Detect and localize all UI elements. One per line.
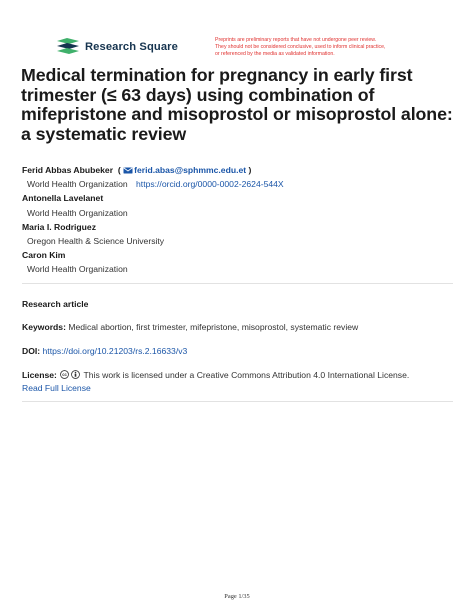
title-line: a systematic review [21,123,187,144]
article-type: Research article [22,299,89,309]
email-open-paren: ( [115,165,121,175]
author-name: Ferid Abbas Abubeker [22,165,114,175]
logo-text: Research Square [85,41,178,53]
title-line: trimester (≤ 63 days) using combination of [21,84,375,105]
disclaimer-line: They should not be considered conclusive, used to inform clinical practice, [215,44,386,51]
title-line: mifepristone and misoprostol or misoprostol alone: [21,104,453,125]
title-line: Medical termination for pregnancy in early first [21,65,413,85]
disclaimer-line: Preprints are preliminary reports that have not undergone peer review. [215,37,377,43]
doi-row [22,346,187,356]
preprint-disclaimer [215,37,435,58]
author-affiliation: Oregon Health & Science University [27,236,165,247]
doi-label: DOI: [22,346,41,356]
author-1-affiliation-row [22,177,452,191]
license-row [22,369,462,382]
email-close-paren: ) [246,165,252,175]
license-block [22,369,462,395]
keywords-value: Medical abortion, first trimester, mifepristone, misoprostol, systematic review [68,322,359,332]
author-affiliation: World Health Organization [27,264,128,275]
author-affiliation: World Health Organization [27,179,128,190]
author-1 [22,163,452,177]
cc-icon [60,370,69,379]
paper-title [21,66,461,144]
research-square-logo[interactable] [57,38,178,56]
doi-link[interactable]: https://doi.org/10.21203/rs.2.16633/v3 [42,346,188,356]
author-name: Antonella Lavelanet [22,193,104,204]
orcid-link[interactable]: https://orcid.org/0000-0002-2624-544X [136,179,284,190]
read-full-license-link[interactable]: Read Full License [22,383,91,394]
divider [22,401,453,402]
author-list [22,163,452,277]
author-name: Caron Kim [22,250,66,261]
divider [22,283,453,284]
author-affiliation: World Health Organization [27,207,128,218]
page-number: Page 1/35 [224,593,250,600]
author-name: Maria I. Rodriguez [22,221,97,232]
email-icon [123,167,133,174]
author-email-link[interactable]: ferid.abas@sphmmc.edu.et [134,165,247,175]
keywords-row [22,322,358,332]
research-square-logo-icon [57,38,79,56]
svg-text:cc: cc [62,372,68,378]
cc-by-icon [71,370,80,379]
license-label: License: [22,370,57,380]
keywords-label: Keywords: [22,322,66,332]
license-text: This work is licensed under a Creative Commons Attribution 4.0 International License. [83,370,410,380]
disclaimer-line: or referenced by the media as validated information. [215,51,335,58]
